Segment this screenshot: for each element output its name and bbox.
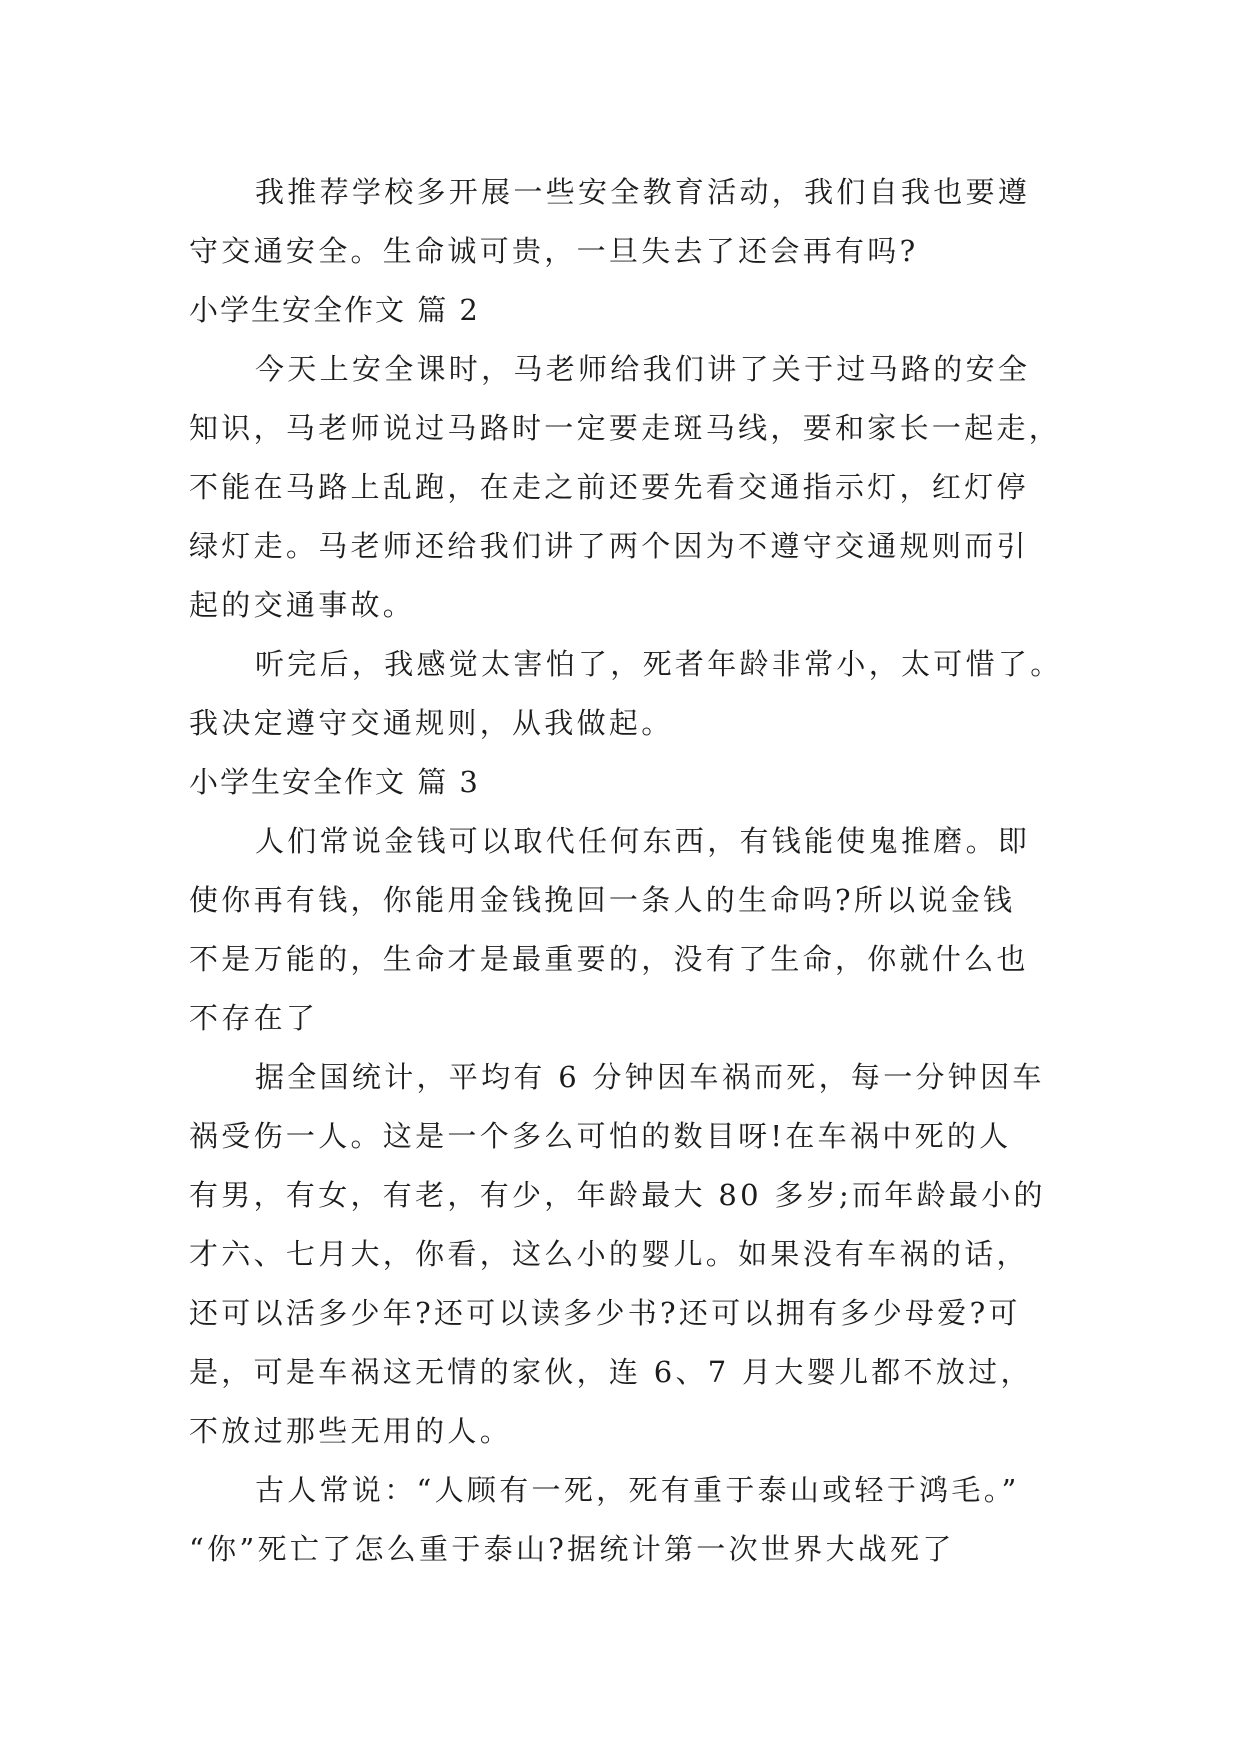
- text-line: 不是万能的，生命才是最重要的，没有了生命，你就什么也: [189, 942, 1029, 976]
- text-line: 今天上安全课时，马老师给我们讲了关于过马路的安全: [255, 352, 1031, 386]
- text-line: 祸受伤一人。这是一个多么可怕的数目呀!在车祸中死的人: [189, 1119, 1012, 1153]
- text-line: 是，可是车祸这无情的家伙，连 6、7 月大婴儿都不放过，: [189, 1355, 1033, 1389]
- text-line: “你”死亡了怎么重于泰山?据统计第一次世界大战死了: [189, 1532, 955, 1566]
- text-line: 不存在了: [189, 1001, 319, 1035]
- section-heading: 小学生安全作文 篇 2: [189, 293, 480, 327]
- text-line: 守交通安全。生命诚可贵，一旦失去了还会再有吗?: [189, 234, 919, 268]
- text-line: 使你再有钱，你能用金钱挽回一条人的生命吗?所以说金钱: [189, 883, 1016, 917]
- text-line: 绿灯走。马老师还给我们讲了两个因为不遵守交通规则而引: [189, 529, 1029, 563]
- text-line: 人们常说金钱可以取代任何东西，有钱能使鬼推磨。即: [255, 824, 1031, 858]
- text-line: 不放过那些无用的人。: [189, 1414, 513, 1448]
- text-line: 据全国统计，平均有 6 分钟因车祸而死，每一分钟因车: [255, 1060, 1045, 1094]
- text-line: 才六、七月大，你看，这么小的婴儿。如果没有车祸的话，: [189, 1237, 1029, 1271]
- text-line: 还可以活多少年?还可以读多少书?还可以拥有多少母爱?可: [189, 1296, 1021, 1330]
- text-line: 我推荐学校多开展一些安全教育活动，我们自我也要遵: [255, 175, 1031, 209]
- text-line: 不能在马路上乱跑，在走之前还要先看交通指示灯，红灯停: [189, 470, 1029, 504]
- text-line: 有男，有女，有老，有少，年龄最大 80 多岁;而年龄最小的: [189, 1178, 1046, 1212]
- document-body: [189, 163, 1063, 1579]
- text-line: 起的交通事故。: [189, 588, 416, 622]
- text-line: 古人常说：“人顾有一死，死有重于泰山或轻于鸿毛。”: [255, 1473, 1020, 1507]
- text-line: 知识，马老师说过马路时一定要走斑马线，要和家长一起走，: [189, 411, 1062, 445]
- section-heading: 小学生安全作文 篇 3: [189, 765, 480, 799]
- text-line: 听完后，我感觉太害怕了，死者年龄非常小，太可惜了。: [255, 647, 1063, 681]
- text-line: 我决定遵守交通规则，从我做起。: [189, 706, 674, 740]
